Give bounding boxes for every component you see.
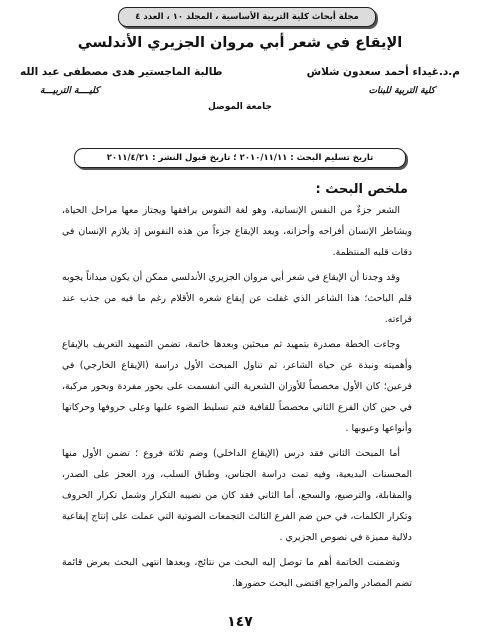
affiliation-second: كليــــة التربيـــة [40, 86, 100, 96]
paper-title: الإيقاع في شعر أبي مروان الجزيري الأندلسي [77, 35, 403, 51]
abstract-paragraph: وجاءت الخطة مصدرة بتمهيد ثم مبحثين وبعدها خاتمة، تضمن التمهيد التعريف بالإيقاع وأهميته ونبذة عن حياة الشاعر، ثم تناول المبحث الأول دراسة (الإيقاع الخارجي) في فرعين؛ كان الأول مخصصاً للأوزان الشعرية التي انفسمت على بحور مفردة وبحور مركبة، في حين كان الفرع الثاني مخصصاً للقافية فتم تسليط الضوء عليها وعلى حروفها وحركاتها وأنواعها وعيوبها . [62, 339, 412, 434]
abstract-heading: ملخص البحث : [315, 182, 408, 197]
authors-row [20, 66, 460, 78]
author-first: م.د.غيداء أحمد سعدون شلاش [306, 66, 460, 78]
affiliations-row [40, 86, 435, 96]
abstract-paragraph: وقد وجدنا أن الإيقاع في شعر أبي مروان الجزيري الأندلسي ممكن أن يكون ميداناً يجوبه قلم الباحث؛ هذا الشاعر الذي غفلت عن إيقاع شعره الأقلام رغم ما فيه من جذب عند قراءته. [62, 272, 412, 325]
university-name: جامعة الموصل [208, 102, 272, 112]
abstract-paragraph: أما المبحث الثاني فقد درس (الإيقاع الداخلي) وضم ثلاثة فروع ؛ تضمن الأول منها المحسنات البديعية، وفيه تمت دراسة الجناس، وطباق السلب، ورد العجز على الصدر، والمقابلة، والترصيع، والسجع، أما الثاني فقد كان من نصيبه التكرار وشمل تكرار الحروف وتكرار الكلمات، في حين ضم الفرع الثالث التجمعات الصوتية التي عملت على إنتاج إيقاعية دلالية مميزة في نصوص الجزيري . [62, 448, 412, 543]
submission-dates: تاريخ تسليم البحث : ٢٠١٠/١١/١١ ؛ تاريخ قبول النشر : ٢٠١١/٤/٢١ [74, 148, 406, 168]
abstract-paragraph: وتضمنت الخاتمة أهم ما توصل إليه البحث من نتائج، وبعدها انتهى البحث بعرض قائمة تضم المصادر والمراجع اقتضى البحث حضورها. [62, 557, 412, 589]
abstract-paragraph: الشعر جزءٌ من النفس الإنسانية، وهو لغة النفوس يرافقها ويجتاز معها مراحل الحياة، ويشاطر الإنسان أفراحه وأحزانه، ويعد الإيقاع جزءاً من هذه النفوس إذ يلازم الإنسان في دقات قلبه المنتظمة. [62, 205, 412, 258]
affiliation-first: كلية التربية للبنات [368, 86, 435, 96]
journal-header: مجلة أبحاث كلية التربية الأساسية ، المجلد ١٠ ، العدد ٤ [118, 7, 376, 27]
page-number: ١٤٧ [227, 614, 253, 630]
abstract-body [62, 200, 412, 598]
author-second: طالبة الماجستير هدى مصطفى عبد الله [20, 66, 223, 78]
